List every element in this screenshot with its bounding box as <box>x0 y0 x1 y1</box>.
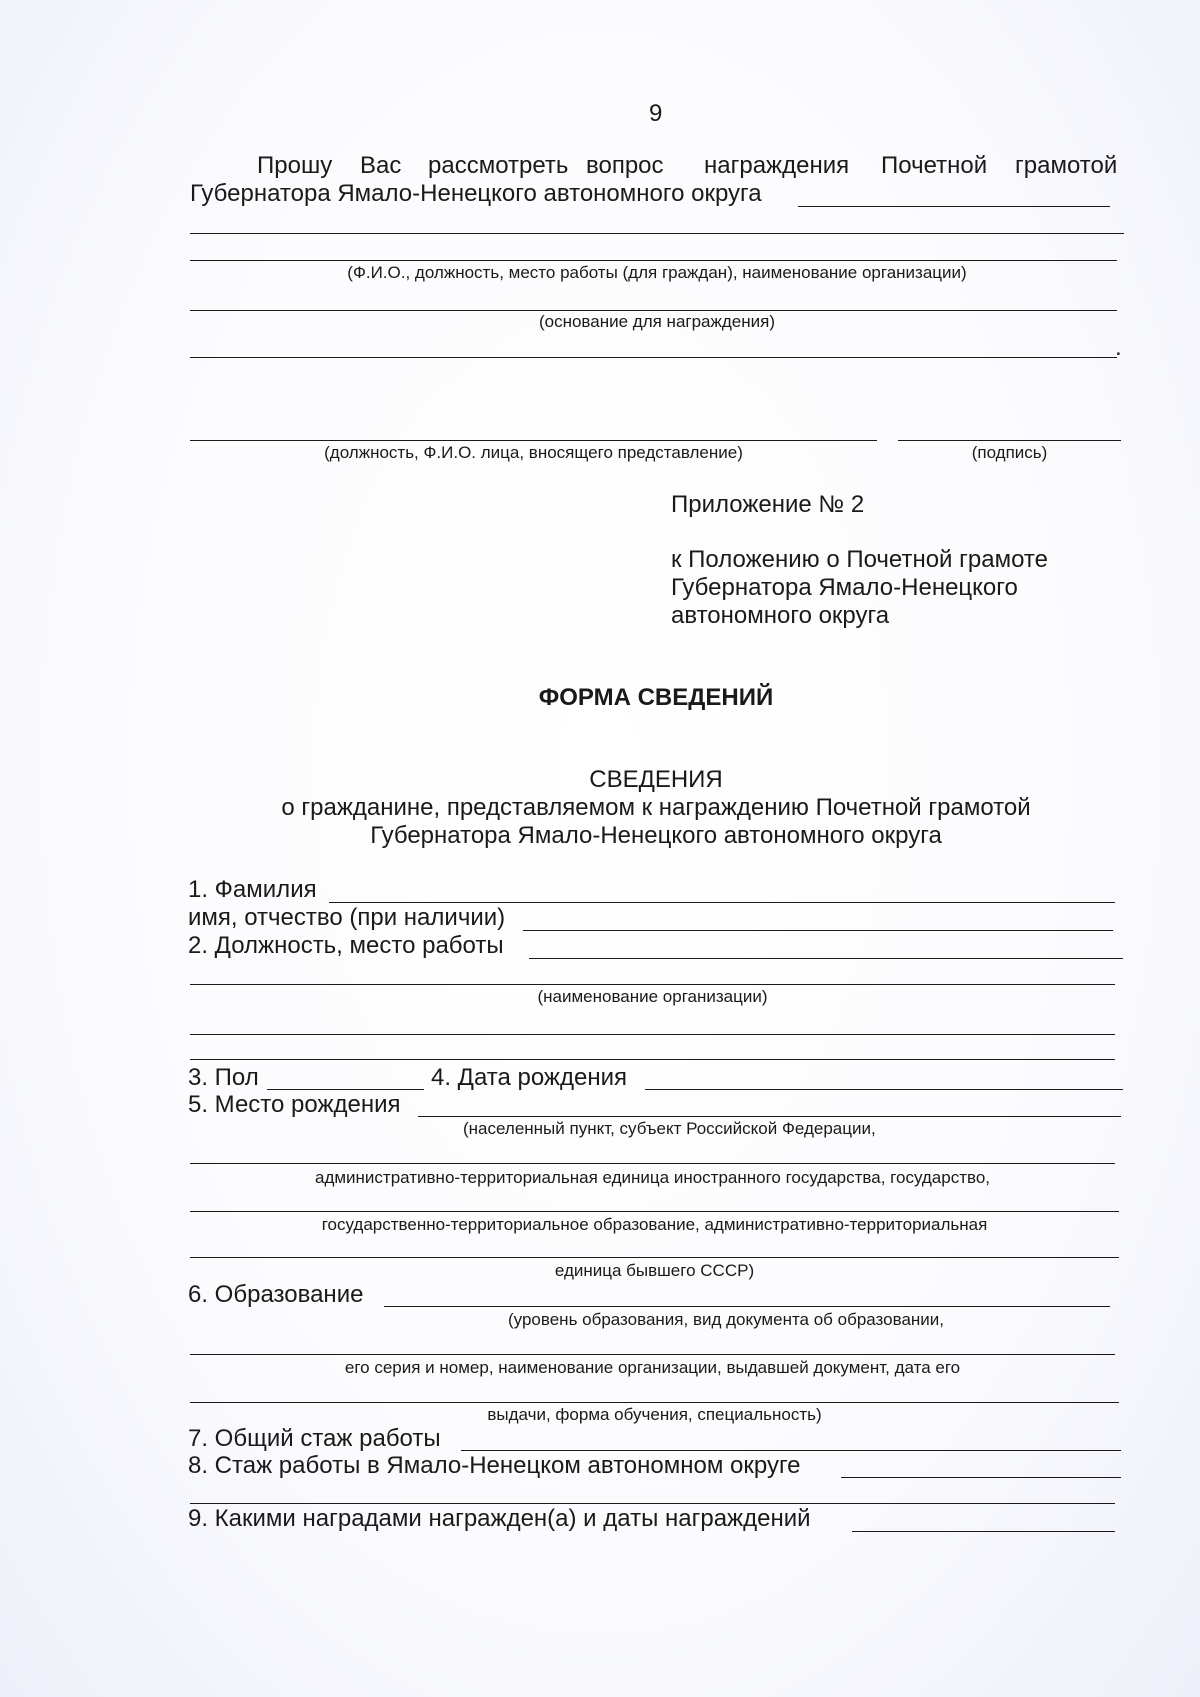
caption-signature: (подпись) <box>971 443 1048 462</box>
appendix-line: Губернатора Ямало-Ненецкого <box>671 574 1018 601</box>
fill-line <box>190 260 1117 261</box>
field-birthdate-line[interactable] <box>645 1089 1123 1090</box>
field-sex-label: 3. Пол <box>188 1064 259 1091</box>
appendix-line: автономного округа <box>671 602 890 629</box>
appendix-title: Приложение № 2 <box>671 491 865 518</box>
caption-education: (уровень образования, вид документа об образовании, <box>508 1310 945 1329</box>
fill-line[interactable] <box>190 1059 1115 1060</box>
fill-line <box>898 440 1121 441</box>
field-position-label: 2. Должность, место работы <box>188 932 504 959</box>
fill-line[interactable] <box>190 1402 1119 1403</box>
fill-line[interactable] <box>190 1034 1115 1035</box>
field-birthdate-label: 4. Дата рождения <box>431 1064 627 1091</box>
caption-birthplace: государственно-территориальное образование, административно-территориальная <box>321 1215 988 1234</box>
info-subtitle: Губернатора Ямало-Ненецкого автономного округа <box>370 822 942 849</box>
info-title: СВЕДЕНИЯ <box>589 766 723 793</box>
fill-line <box>190 310 1117 311</box>
petition-word: вопрос <box>586 152 664 179</box>
field-position-line[interactable] <box>529 958 1123 959</box>
fill-line[interactable] <box>190 1354 1115 1355</box>
petition-word: Прошу <box>257 152 333 179</box>
field-yanao-experience-line[interactable] <box>841 1477 1121 1478</box>
field-total-experience-label: 7. Общий стаж работы <box>188 1425 441 1452</box>
fill-line[interactable] <box>190 1503 1115 1504</box>
fill-line[interactable] <box>190 1211 1119 1212</box>
field-birthplace-line[interactable] <box>418 1116 1121 1117</box>
field-name-line[interactable] <box>523 930 1113 931</box>
period: . <box>1115 334 1122 361</box>
form-title: ФОРМА СВЕДЕНИЙ <box>538 684 774 711</box>
caption-birthplace: единица бывшего СССР) <box>554 1261 755 1280</box>
field-surname-line[interactable] <box>329 902 1115 903</box>
caption-basis: (основание для награждения) <box>538 312 776 331</box>
caption-position: (должность, Ф.И.О. лица, вносящего представление) <box>324 443 743 462</box>
fill-line <box>190 440 877 441</box>
field-education-label: 6. Образование <box>188 1281 364 1308</box>
petition-word: Вас <box>360 152 402 179</box>
fill-line[interactable] <box>190 1163 1115 1164</box>
field-total-experience-line[interactable] <box>461 1450 1121 1451</box>
field-yanao-experience-label: 8. Стаж работы в Ямало-Ненецком автономном округе <box>188 1452 801 1479</box>
fill-line[interactable] <box>190 1257 1119 1258</box>
info-subtitle: о гражданине, представляемом к награждению Почетной грамотой <box>281 794 1031 821</box>
field-education-line[interactable] <box>384 1306 1110 1307</box>
page-number: 9 <box>649 100 663 127</box>
caption-fio: (Ф.И.О., должность, место работы (для граждан), наименование организации) <box>347 263 967 282</box>
petition-word: рассмотреть <box>428 152 569 179</box>
caption-birthplace: (населенный пункт, субъект Российской Федерации, <box>463 1119 876 1138</box>
field-name-label: имя, отчество (при наличии) <box>188 904 506 931</box>
petition-word: грамотой <box>1015 152 1118 179</box>
petition-word: Почетной <box>881 152 988 179</box>
caption-organization: (наименование организации) <box>537 987 768 1006</box>
caption-education: выдачи, форма обучения, специальность) <box>487 1405 822 1424</box>
field-awards-label: 9. Какими наградами награжден(а) и даты награждений <box>188 1505 811 1532</box>
caption-education: его серия и номер, наименование организации, выдавшей документ, дата его <box>344 1358 961 1377</box>
field-surname-label: 1. Фамилия <box>188 876 317 903</box>
field-sex-line[interactable] <box>267 1089 424 1090</box>
appendix-line: к Положению о Почетной грамоте <box>671 546 1048 573</box>
field-awards-line[interactable] <box>852 1531 1115 1532</box>
fill-line <box>190 233 1124 234</box>
caption-birthplace: административно-территориальная единица иностранного государства, государство, <box>314 1168 991 1187</box>
fill-line[interactable] <box>190 984 1115 985</box>
field-birthplace-label: 5. Место рождения <box>188 1091 401 1118</box>
petition-word: награждения <box>704 152 850 179</box>
fill-line <box>798 206 1110 207</box>
petition-line-2: Губернатора Ямало-Ненецкого автономного округа <box>190 180 762 207</box>
fill-line <box>190 357 1117 358</box>
